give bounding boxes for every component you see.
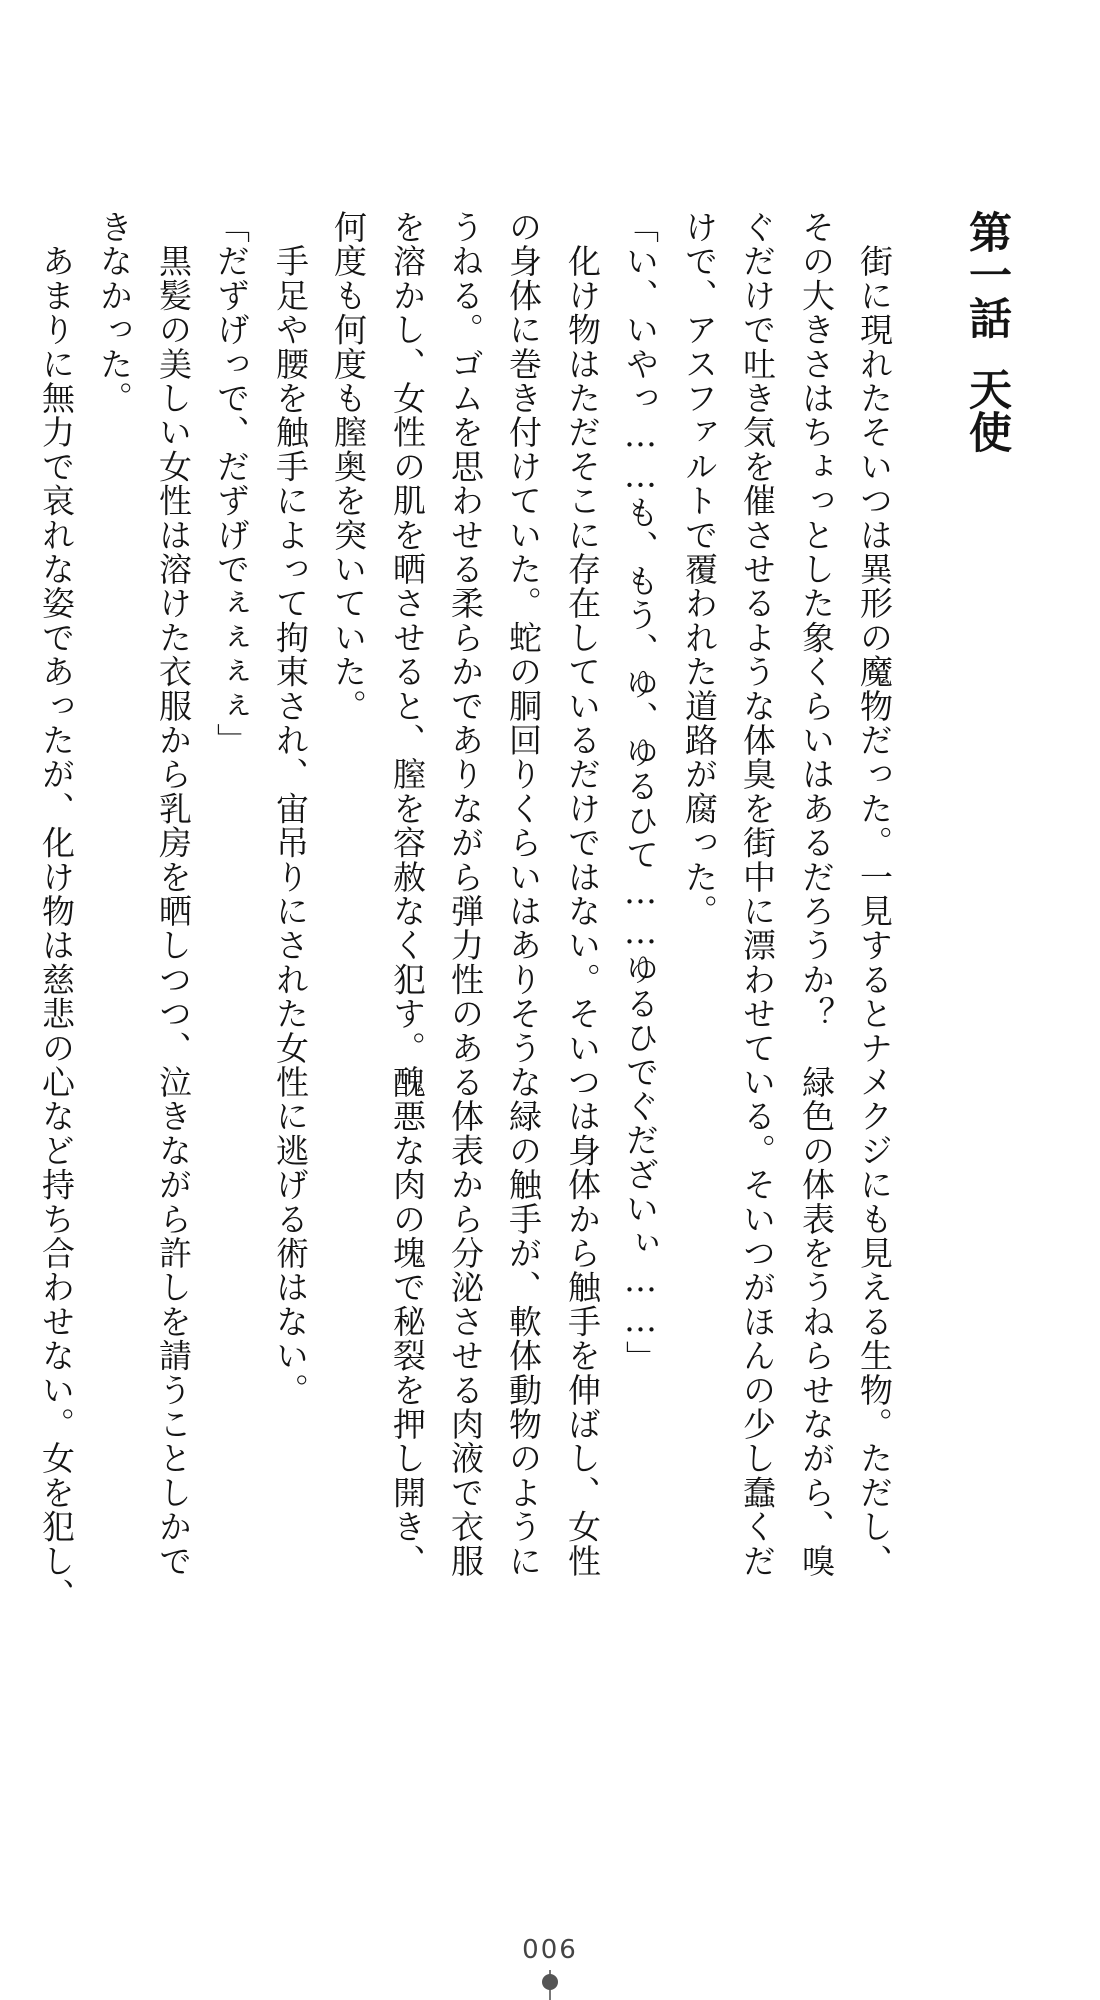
page-number: 006 xyxy=(522,1935,578,1965)
body-column: 「い、いやっ……も、もう、ゆ、ゆるひて……ゆるひでぐだざいぃ……」 xyxy=(621,210,660,1375)
body-column: ぐだけで吐き気を催させるような体臭を街中に漂わせている。そいつがほんの少し蠢くだ xyxy=(738,210,777,1578)
body-column: あまりに無力で哀れな姿であったが、化け物は慈悲の心など持ち合わせない。女を犯し、 xyxy=(37,210,76,1613)
body-column: の身体に巻き付けていた。蛇の胴回りくらいはありそうな緑の触手が、軟体動物のように xyxy=(504,210,543,1578)
body-column: うねる。ゴムを思わせる柔らかでありながら弾力性のある体表から分泌させる肉液で衣服 xyxy=(446,210,485,1578)
body-column: きなかった。 xyxy=(95,210,134,416)
chapter-title xyxy=(948,210,1012,453)
body-column: 「だずげっで、だずげでぇぇぇぇ」 xyxy=(212,210,251,758)
chapter-name: 天使 xyxy=(962,367,1012,453)
body-column: 化け物はただそこに存在しているだけではない。そいつは身体から触手を伸ばし、女性 xyxy=(563,210,602,1578)
body-column: 街に現れたそいつは異形の魔物だった。一見するとナメクジにも見える生物。ただし、 xyxy=(855,210,894,1578)
body-column: 何度も何度も膣奥を突いていた。 xyxy=(329,210,368,723)
body-column: を溶かし、女性の肌を晒させると、膣を容赦なく犯す。醜悪な肉の塊で秘裂を押し開き、 xyxy=(388,210,427,1578)
folio-ornament-dot xyxy=(542,1974,558,1990)
chapter-number: 第一話 xyxy=(962,210,1012,339)
body-column: けで、アスファルトで覆われた道路が腐った。 xyxy=(680,210,719,929)
body-column: その大きさはちょっとした象くらいはあるだろうか？ 緑色の体表をうねらせながら、嗅 xyxy=(797,210,836,1578)
body-column: 黒髪の美しい女性は溶けた衣服から乳房を晒しつつ、泣きながら許しを請うことしかで xyxy=(154,210,193,1578)
body-column: 手足や腰を触手によって拘束され、宙吊りにされた女性に逃げる術はない。 xyxy=(271,210,310,1407)
